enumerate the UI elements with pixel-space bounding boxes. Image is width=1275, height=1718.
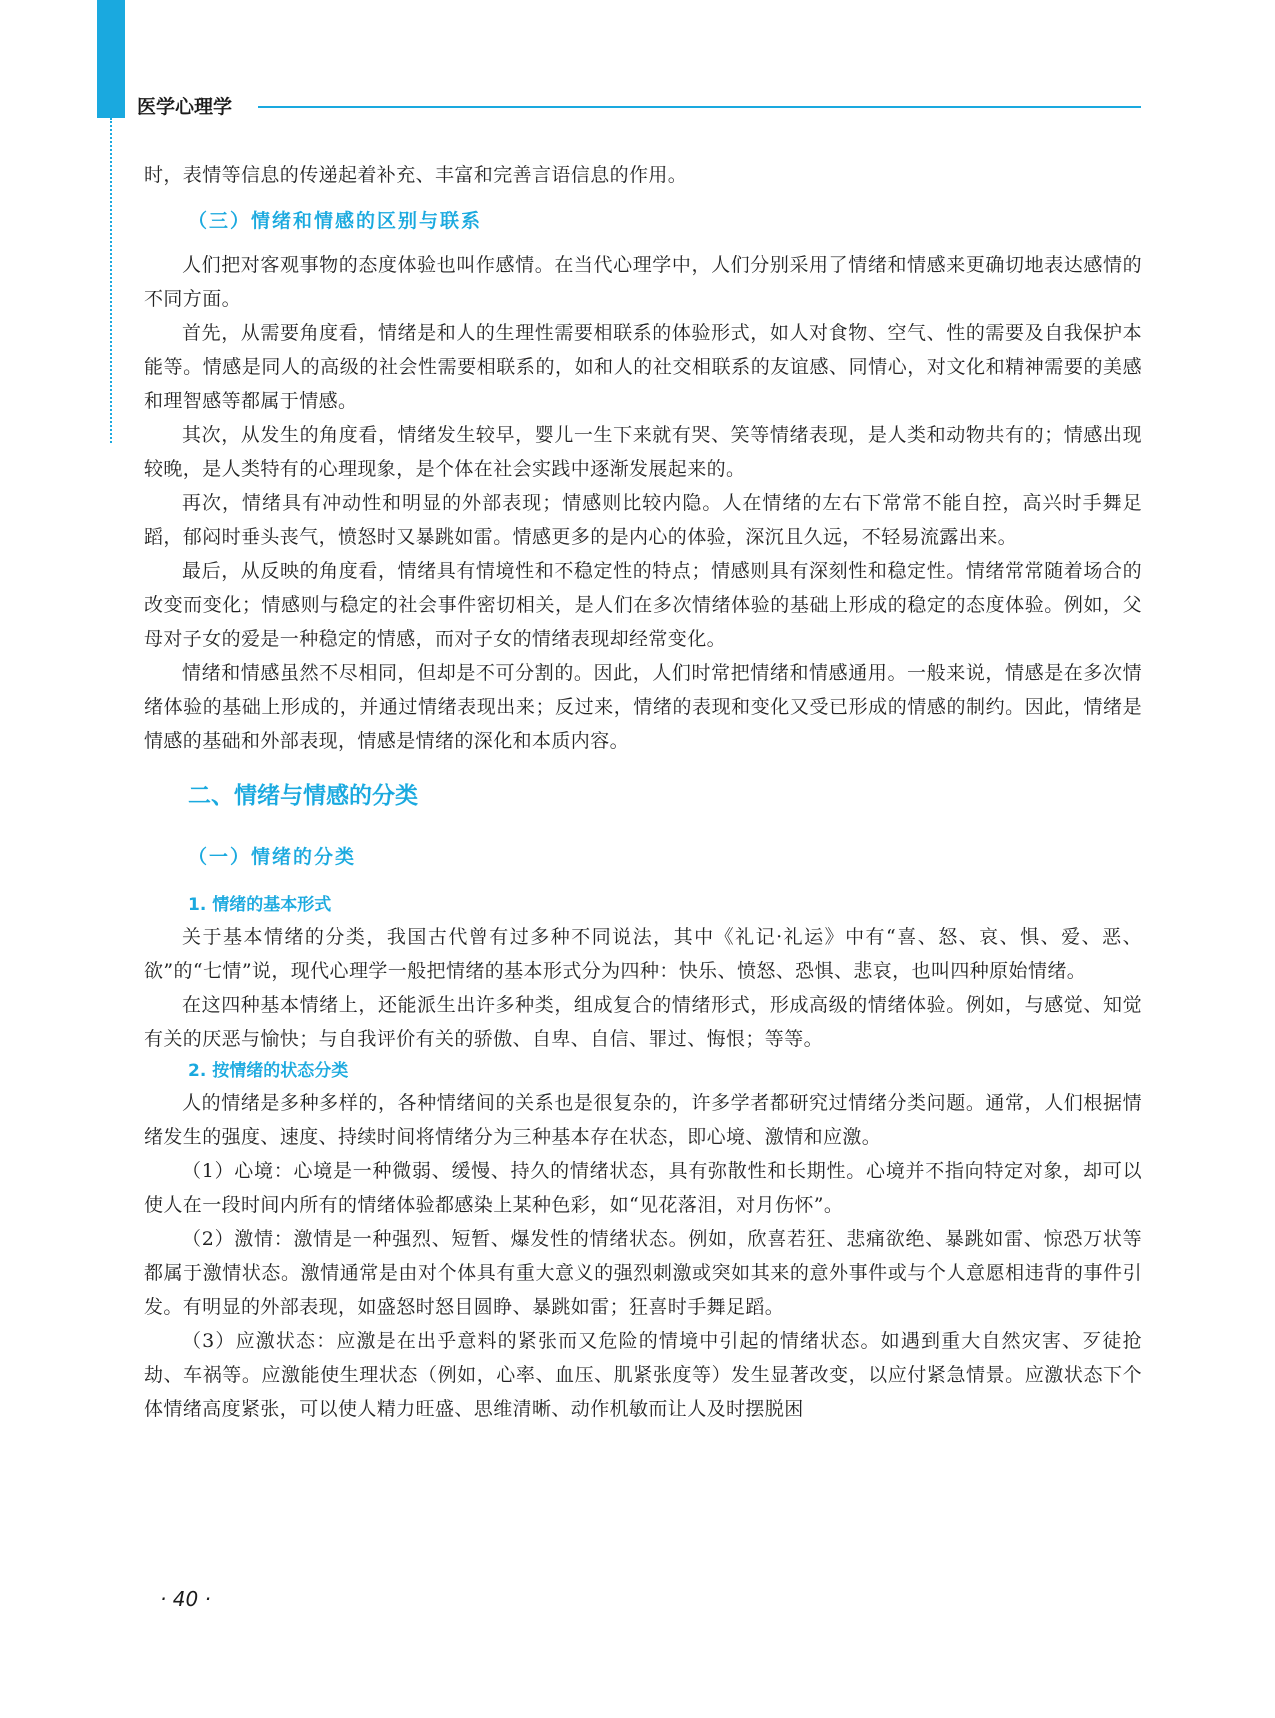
intro-paragraph: 时，表情等信息的传递起着补充、丰富和完善言语信息的作用。 [144, 164, 688, 186]
book-title: 医学心理学 [137, 96, 233, 118]
paragraph: 首先，从需要角度看，情绪是和人的生理性需要相联系的体验形式，如人对食物、空气、性的需要及自我保护本能等。情感是同人的高级的社会性需要相联系的，如和人的社交相联系的友谊感、同情心，对文化和精神需要的美感和理智感等都属于情感。 [144, 322, 1142, 412]
subsection-1-heading: （一）情绪的分类 [188, 846, 357, 868]
margin-dotted-line [110, 118, 112, 443]
paragraph: 关于基本情绪的分类，我国古代曾有过多种不同说法，其中《礼记·礼运》中有“喜、怒、哀、惧、爱、恶、欲”的“七情”说，现代心理学一般把情绪的基本形式分为四种：快乐、愤怒、恐惧、悲哀，也叫四种原始情绪。 [144, 926, 1142, 982]
paragraph: （2）激情：激情是一种强烈、短暂、爆发性的情绪状态。例如，欣喜若狂、悲痛欲绝、暴跳如雷、惊恐万状等都属于激情状态。激情通常是由对个体具有重大意义的强烈刺激或突如其来的意外事件或与个人意愿相违背的事件引发。有明显的外部表现，如盛怒时怒目圆睁、暴跳如雷；狂喜时手舞足蹈。 [144, 1228, 1142, 1318]
page-number: · 40 · [160, 1587, 211, 1611]
paragraph: （3）应激状态：应激是在出乎意料的紧张而又危险的情境中引起的情绪状态。如遇到重大自然灾害、歹徒抢劫、车祸等。应激能使生理状态（例如，心率、血压、肌紧张度等）发生显著改变，以应付紧急情景。应激状态下个体情绪高度紧张，可以使人精力旺盛、思维清晰、动作机敏而让人及时摆脱困 [144, 1330, 1142, 1420]
paragraph: 其次，从发生的角度看，情绪发生较早，婴儿一生下来就有哭、笑等情绪表现，是人类和动物共有的；情感出现较晚，是人类特有的心理现象，是个体在社会实践中逐渐发展起来的。 [144, 424, 1142, 480]
section-2-heading: 二、情绪与情感的分类 [188, 783, 418, 809]
paragraph: 在这四种基本情绪上，还能派生出许多种类，组成复合的情绪形式，形成高级的情绪体验。例如，与感觉、知觉有关的厌恶与愉快；与自我评价有关的骄傲、自卑、自信、罪过、悔恨；等等。 [144, 994, 1142, 1050]
item-1-heading: 1. 情绪的基本形式 [188, 895, 332, 915]
section-3-heading: （三）情绪和情感的区别与联系 [188, 210, 483, 232]
header-accent-bar [97, 0, 125, 118]
paragraph: 人的情绪是多种多样的，各种情绪间的关系也是很复杂的，许多学者都研究过情绪分类问题。通常，人们根据情绪发生的强度、速度、持续时间将情绪分为三种基本存在状态，即心境、激情和应激。 [144, 1092, 1142, 1148]
header-rule [258, 106, 1141, 108]
page-content [144, 158, 1142, 1426]
paragraph: 人们把对客观事物的态度体验也叫作感情。在当代心理学中，人们分别采用了情绪和情感来更确切地表达感情的不同方面。 [144, 254, 1142, 310]
paragraph: （1）心境：心境是一种微弱、缓慢、持久的情绪状态，具有弥散性和长期性。心境并不指向特定对象，却可以使人在一段时间内所有的情绪体验都感染上某种色彩，如“见花落泪，对月伤怀”。 [144, 1160, 1142, 1216]
paragraph: 最后，从反映的角度看，情绪具有情境性和不稳定性的特点；情感则具有深刻性和稳定性。情绪常常随着场合的改变而变化；情感则与稳定的社会事件密切相关，是人们在多次情绪体验的基础上形成的稳定的态度体验。例如，父母对子女的爱是一种稳定的情感，而对子女的情绪表现却经常变化。 [144, 560, 1142, 650]
paragraph: 情绪和情感虽然不尽相同，但却是不可分割的。因此，人们时常把情绪和情感通用。一般来说，情感是在多次情绪体验的基础上形成的，并通过情绪表现出来；反过来，情绪的表现和变化又受已形成的情感的制约。因此，情绪是情感的基础和外部表现，情感是情绪的深化和本质内容。 [144, 662, 1142, 752]
item-2-heading: 2. 按情绪的状态分类 [188, 1061, 349, 1081]
paragraph: 再次，情绪具有冲动性和明显的外部表现；情感则比较内隐。人在情绪的左右下常常不能自控，高兴时手舞足蹈，郁闷时垂头丧气，愤怒时又暴跳如雷。情感更多的是内心的体验，深沉且久远，不轻易流露出来。 [144, 492, 1142, 548]
